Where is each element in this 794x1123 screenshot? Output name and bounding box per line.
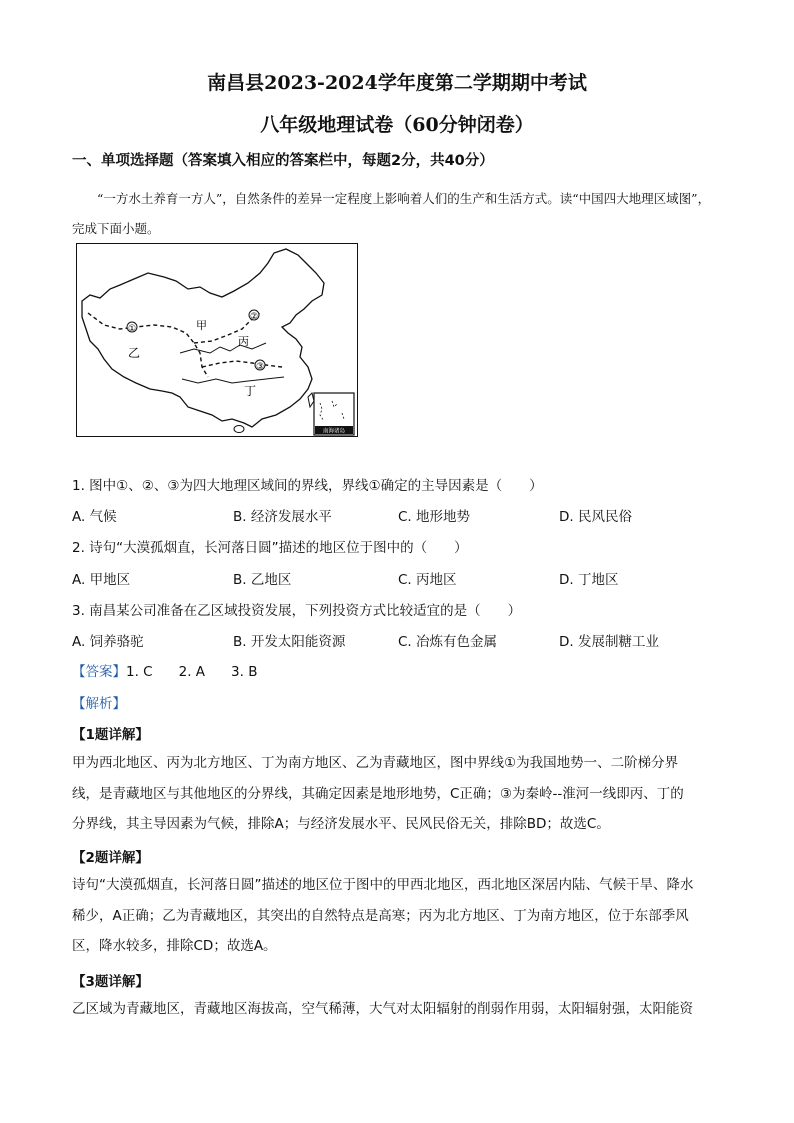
detail-1-heading: 【1题详解】	[72, 727, 149, 743]
svg-text:③: ③	[255, 362, 265, 372]
section-heading: 一、单项选择题（答案填入相应的答案栏中，每题2分，共40分）	[72, 153, 494, 169]
svg-text:①: ①	[127, 324, 137, 334]
text-line: 分界线，其主导因素为气候，排除A；与经济发展水平、民风民俗无关，排除BD；故选C。	[72, 816, 610, 832]
region-label-ding: 丁	[244, 384, 257, 398]
text-line: 甲为西北地区、丙为北方地区、丁为南方地区、乙为青藏地区，图中界线①为我国地势一、二阶梯分界	[72, 755, 679, 771]
detail-1-text	[72, 748, 724, 840]
marker-1	[127, 322, 137, 334]
exam-subtitle: 八年级地理试卷（60分钟闭卷）	[260, 114, 534, 136]
question-2-stem: 2. 诗句“大漠孤烟直，长河落日圆”描述的地区位于图中的（ ）	[72, 540, 468, 556]
svg-text:南海诸岛: 南海诸岛	[322, 428, 346, 435]
question-3-stem: 3. 南昌某公司准备在乙区域投资发展，下列投资方式比较适宜的是（ ）	[72, 603, 522, 619]
answer-tag: 【答案】	[72, 664, 126, 680]
china-regions-map	[76, 243, 358, 437]
region-label-bing: 丙	[238, 335, 249, 348]
question-1-stem: 1. 图中①、②、③为四大地理区域间的界线，界线①确定的主导因素是（ ）	[72, 478, 543, 494]
analysis-tag: 【解析】	[72, 696, 126, 712]
option-b[interactable]: B. 乙地区	[233, 572, 292, 588]
text-line: 乙区域为青藏地区，青藏地区海拔高，空气稀薄，大气对太阳辐射的削弱作用弱，太阳辐射强，太阳能资	[72, 1001, 693, 1017]
option-d[interactable]: D. 丁地区	[559, 572, 619, 588]
option-b[interactable]: B. 开发太阳能资源	[233, 634, 346, 650]
svg-text:②: ②	[249, 312, 259, 322]
text-line: 线，是青藏地区与其他地区的分界线，其确定因素是地形地势，C正确；③为秦岭--淮河一线即丙、丁的	[72, 785, 684, 802]
text-line: 稀少，A正确；乙为青藏地区，其突出的自然特点是高寒；丙为北方地区、丁为南方地区，位于东部季风	[72, 907, 689, 924]
region-label-yi: 乙	[128, 346, 141, 360]
marker-3	[255, 360, 265, 372]
option-a[interactable]: A. 气候	[72, 509, 117, 525]
detail-2-text	[72, 870, 724, 962]
option-d[interactable]: D. 发展制糖工业	[559, 634, 659, 650]
text-line: 区，降水较多，排除CD；故选A。	[72, 938, 277, 954]
option-d[interactable]: D. 民风民俗	[559, 509, 632, 525]
question-intro: “一方水土养育一方人”，自然条件的差异一定程度上影响着人们的生产和生活方式。读“中国四大地理区域图”，完成下面小题。	[72, 191, 711, 236]
answer-line	[72, 660, 257, 680]
detail-3-text	[72, 994, 724, 1025]
text-line: 诗句“大漠孤烟直，长河落日圆”描述的地区位于图中的甲西北地区，西北地区深居内陆、气候干旱、降水	[72, 877, 694, 893]
answer-2: 2. A	[178, 664, 206, 680]
answer-1: 1. C	[126, 664, 153, 680]
south-china-sea-inset	[314, 393, 354, 435]
detail-2-heading: 【2题详解】	[72, 850, 149, 866]
option-b[interactable]: B. 经济发展水平	[233, 509, 332, 525]
option-a[interactable]: A. 饲养骆驼	[72, 634, 144, 650]
option-c[interactable]: C. 丙地区	[398, 572, 457, 588]
option-c[interactable]: C. 冶炼有色金属	[398, 634, 498, 650]
option-c[interactable]: C. 地形地势	[398, 509, 471, 525]
region-label-jia: 甲	[196, 319, 207, 332]
answer-3: 3. B	[231, 664, 258, 680]
option-a[interactable]: A. 甲地区	[72, 572, 131, 588]
detail-3-heading: 【3题详解】	[72, 974, 149, 990]
exam-title: 南昌县2023-2024学年度第二学期期中考试	[207, 72, 587, 94]
marker-2	[249, 310, 259, 322]
